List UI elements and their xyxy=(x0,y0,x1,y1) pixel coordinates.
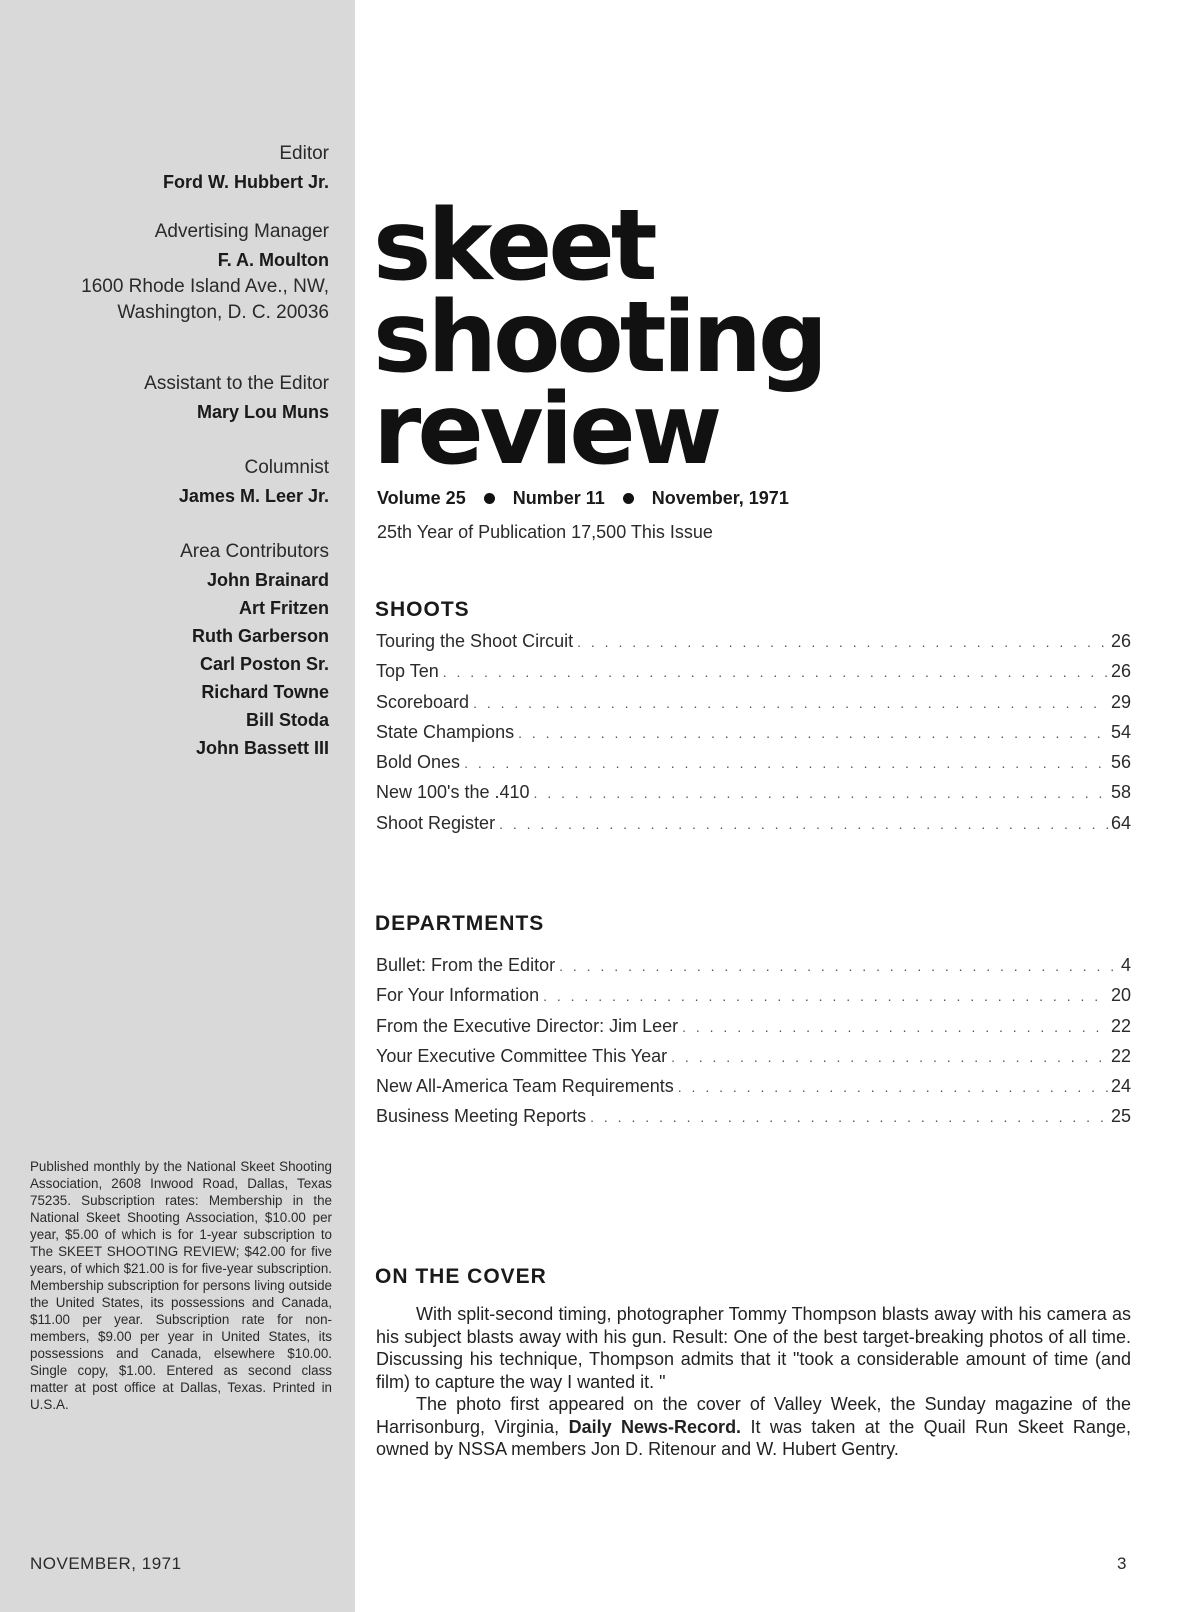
cover-paragraph-2-start: The photo first appeared on the cover of Valley Week, the Sunday magazine of the Harrisonburg, Virginia, xyxy=(376,1394,1131,1437)
toc-title: Your Executive Committee This Year xyxy=(376,1045,668,1066)
toc-title: From the Executive Director: Jim Leer xyxy=(376,1015,679,1036)
toc-title: Bullet: From the Editor xyxy=(376,955,556,975)
toc-leader-dots xyxy=(559,958,1118,974)
toc-title: State Champions xyxy=(376,721,515,742)
bullet-icon xyxy=(484,493,495,504)
toc-entry xyxy=(376,782,1131,812)
toc-page-number: 54 xyxy=(1110,721,1131,742)
advertising-address-line-1: 1600 Rhode Island Ave., NW, xyxy=(81,276,329,297)
footer-date: NOVEMBER, 1971 xyxy=(30,1554,182,1573)
toc-page-number: 22 xyxy=(1110,1015,1131,1036)
advertising-role: Advertising Manager xyxy=(154,221,329,242)
toc-leader-dots xyxy=(473,695,1108,711)
cover-paragraph-1: With split-second timing, photographer Tommy Thompson blasts away with his camera as his subject blasts away with his gun. Result: One of the best target-breaking photos of all time. Discussing his technique, Thompson admits that it "took a considerable amount of time (and film) to capture the way I wanted it. " xyxy=(376,1304,1131,1392)
toc-entry xyxy=(376,692,1131,722)
magazine-logo xyxy=(373,189,825,487)
contributor-name: Carl Poston Sr. xyxy=(199,654,329,674)
departments-toc xyxy=(376,955,1131,1137)
assistant-role: Assistant to the Editor xyxy=(144,373,329,394)
toc-entry xyxy=(376,631,1131,661)
toc-leader-dots xyxy=(464,755,1108,771)
logo-line-skeet: skeet xyxy=(373,189,654,303)
advertising-block xyxy=(81,218,329,326)
contributor-name: John Brainard xyxy=(206,570,329,590)
toc-title: Shoot Register xyxy=(376,812,496,833)
toc-leader-dots xyxy=(671,1049,1108,1065)
toc-page-number: 56 xyxy=(1110,752,1131,773)
contributor-name: Ruth Garberson xyxy=(191,626,329,646)
toc-leader-dots xyxy=(590,1109,1108,1125)
toc-title: Touring the Shoot Circuit xyxy=(376,631,574,651)
toc-title: New 100's the .410 xyxy=(376,782,530,803)
editor-block xyxy=(81,140,329,196)
toc-page-number: 25 xyxy=(1110,1106,1131,1127)
toc-page-number: 22 xyxy=(1110,1045,1131,1066)
toc-page-number: 58 xyxy=(1110,782,1131,803)
toc-entry xyxy=(376,1076,1131,1106)
toc-page-number: 24 xyxy=(1110,1076,1131,1097)
toc-leader-dots xyxy=(518,725,1108,741)
shoots-toc xyxy=(376,631,1131,843)
toc-entry xyxy=(376,1106,1131,1136)
shoots-heading: SHOOTS xyxy=(375,598,470,621)
toc-title: Scoreboard xyxy=(376,691,470,712)
toc-entry xyxy=(376,813,1131,843)
contributors-role: Area Contributors xyxy=(180,541,329,562)
bullet-icon xyxy=(623,493,634,504)
newspaper-name: Daily News-Record. xyxy=(568,1416,742,1437)
contributor-name: Art Fritzen xyxy=(239,598,329,618)
publication-line: 25th Year of Publication 17,500 This Issue xyxy=(377,522,713,542)
columnist-name: James M. Leer Jr. xyxy=(178,486,329,506)
cover-paragraph-2 xyxy=(376,1393,1131,1461)
cover-description xyxy=(376,1303,1131,1461)
contributor-name: John Bassett III xyxy=(195,738,329,758)
toc-page-number: 29 xyxy=(1110,691,1131,712)
contributor-name: Bill Stoda xyxy=(245,710,329,730)
number-label: Number 11 xyxy=(512,488,605,508)
assistant-name: Mary Lou Muns xyxy=(196,402,329,422)
toc-entry xyxy=(376,1046,1131,1076)
toc-leader-dots xyxy=(443,664,1108,680)
toc-title: New All-America Team Requirements xyxy=(376,1076,674,1097)
toc-entry xyxy=(376,1016,1131,1046)
editor-name: Ford W. Hubbert Jr. xyxy=(162,172,329,192)
toc-entry xyxy=(376,722,1131,752)
toc-leader-dots xyxy=(682,1019,1108,1035)
advertising-name: F. A. Moulton xyxy=(217,250,329,270)
publication-info: Published monthly by the National Skeet Shooting Association, 2608 Inwood Road, Dallas, Texas 75235. Subscription rates: Membership in the National Skeet Shooting Association, $10.00 per year, $5.00 of which is for 1-year subscription to The SKEET SHOOTING REVIEW; $42.00 for five years, of which $21.00 is for five-year subscription. Membership subscription for persons living outside the United States, its possessions and Canada, $11.00 per year. Subscription rate for non-members, $9.00 per year in United States, its possessions and Canada, elsewhere $10.00. Single copy, $1.00. Entered as second class matter at post office at Dallas, Texas. Printed in U.S.A. xyxy=(30,1159,332,1412)
cover-heading: ON THE COVER xyxy=(375,1265,547,1288)
contributor-name: Richard Towne xyxy=(201,682,329,702)
toc-title: Bold Ones xyxy=(376,752,461,773)
toc-entry xyxy=(376,955,1131,985)
advertising-address-line-2: Washington, D. C. 20036 xyxy=(117,302,329,323)
toc-page-number: 20 xyxy=(1110,985,1131,1006)
toc-entry xyxy=(376,661,1131,691)
issue-date: November, 1971 xyxy=(651,488,789,508)
assistant-block xyxy=(81,370,329,426)
logo-line-review: review xyxy=(373,373,719,487)
volume-label: Volume 25 xyxy=(377,488,466,508)
toc-entry xyxy=(376,985,1131,1015)
toc-page-number: 4 xyxy=(1120,955,1131,975)
contributors-block xyxy=(81,538,329,762)
cover-paragraph-2-end: It was taken at the Quail Run Skeet Range, owned by NSSA members Jon D. Ritenour and W. Hubert Gentry. xyxy=(376,1416,1131,1459)
toc-leader-dots xyxy=(534,785,1108,801)
toc-title: Business Meeting Reports xyxy=(376,1106,587,1127)
logo-line-shooting: shooting xyxy=(373,281,825,395)
columnist-block xyxy=(81,454,329,510)
toc-title: Top Ten xyxy=(376,661,439,682)
columnist-role: Columnist xyxy=(244,457,329,478)
editor-role: Editor xyxy=(279,143,329,164)
departments-heading: DEPARTMENTS xyxy=(375,912,545,935)
masthead-staff xyxy=(81,140,329,784)
toc-page-number: 26 xyxy=(1110,661,1131,682)
toc-page-number: 64 xyxy=(1110,812,1131,833)
toc-title: For Your Information xyxy=(376,985,540,1006)
toc-leader-dots xyxy=(678,1079,1108,1095)
page-number: 3 xyxy=(1117,1554,1127,1573)
toc-leader-dots xyxy=(577,634,1108,650)
toc-leader-dots xyxy=(543,988,1108,1004)
masthead-sidebar xyxy=(0,0,355,1612)
toc-entry xyxy=(376,752,1131,782)
toc-leader-dots xyxy=(499,816,1108,832)
toc-page-number: 26 xyxy=(1110,631,1131,651)
issue-line xyxy=(377,488,789,509)
